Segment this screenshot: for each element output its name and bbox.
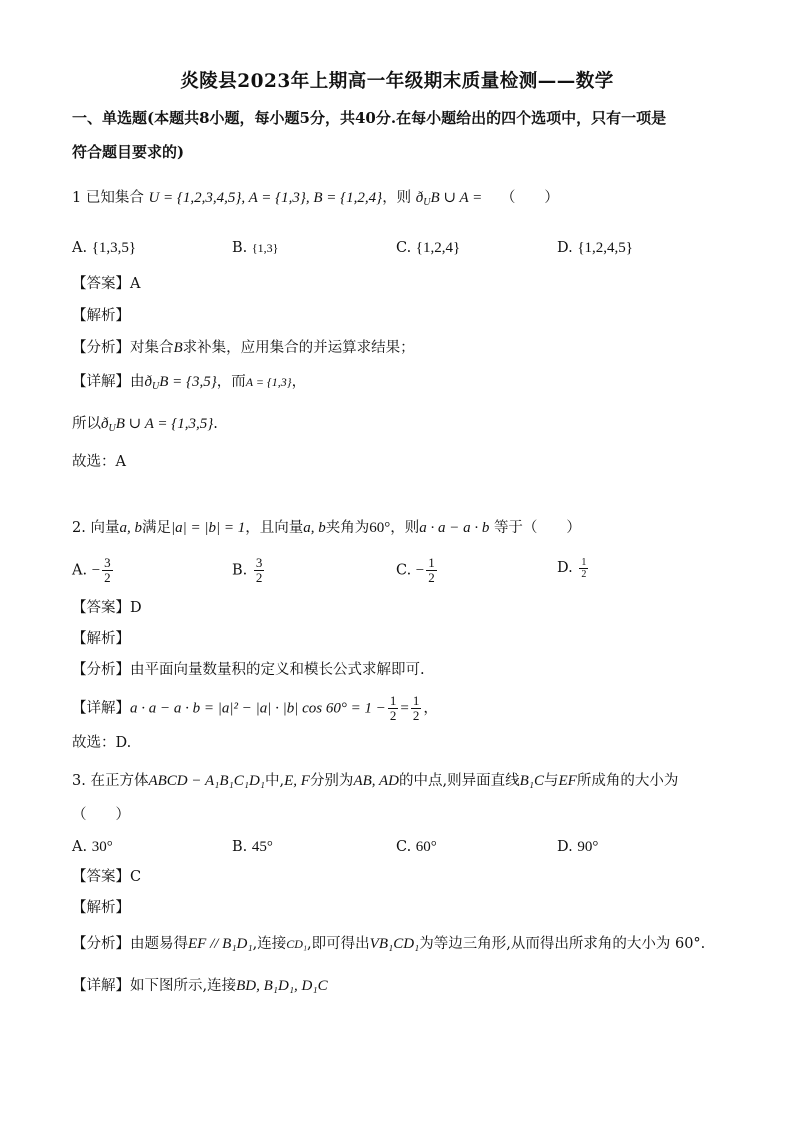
q1-choice: 故选：A [72,454,126,470]
q1-union: B ∪ A = [430,190,483,206]
q1-paren: （ ） [500,190,559,206]
q1-option-d: D. {1,2,4,5} [557,240,633,256]
page-title: 炎陵县2023年上期高一年级期末质量检测——数学 [180,71,614,92]
q3-answer: 【答案】C [72,869,142,885]
q1-so: 所以$ð_UB$ ∪ A = {1,3,5}. [72,416,218,434]
q3-fenxi: 【分析】由题易得EF // B₁D₁,连接CD₁,即可得出VB₁CD₁为等边三角形,从而得出所求角的大小为 60°. [72,936,706,952]
q2-analysis-tag: 【解析】 [72,631,130,647]
q1-detail: 【详解】由$ð_UB = \{3,5\}$，而A = {1,3}， [72,374,307,392]
q1-complement-symbol: ð [415,190,424,206]
q1-stem-mid: ，则 [382,190,412,206]
section-heading: 一、单选题(本题共8小题，每小题5分，共40分.在每小题给出的四个选项中，只有一项是 [72,109,667,127]
q1-option-b: B. {1,3} [232,240,279,256]
q3-paren: （ ） [72,807,130,823]
q1-option-c: C. {1,2,4} [396,240,461,256]
q1-number: 1 [72,190,82,206]
q3-detail: 【详解】如下图所示,连接BD, B₁D₁, D₁C [72,978,328,994]
q2-fenxi: 【分析】由平面向量数量积的定义和模长公式求解即可. [72,662,425,678]
q2-answer: 【答案】D [72,600,142,616]
q1-option-a: A. {1,3,5} [72,240,137,256]
section-heading-cont: 符合题目要求的) [72,143,185,161]
q2-option-d: D. $\frac{1}{2}$ [557,556,587,580]
q3-option-c: C. 60° [396,839,437,855]
q3-option-b: B. 45° [232,839,273,855]
q3-analysis-tag: 【解析】 [72,900,130,916]
q2-option-a: A. − $\frac{3}{2}$ [72,555,111,585]
q1-answer: 【答案】A [72,276,141,292]
q2-choice: 故选：D. [72,735,132,751]
q2-option-b: B. $\frac{3}{2}$ [232,555,263,585]
q1-fenxi: 【分析】对集合B求补集，应用集合的并运算求结果； [72,340,415,356]
q3-option-d: D. 90° [557,839,599,855]
q1-stem [72,188,734,213]
q1-sets: U = {1,2,3,4,5}, A = {1,3}, B = {1,2,4} [148,190,383,206]
q2-stem: 2. 向量a, b满足|a| = |b| = 1，且向量a, b夹角为60°，则a · a − a · b 等于（ ） [72,520,581,536]
q2-detail: 【详解】a · a − a · b = |a|² − |a| · |b| cos 60° = 1 − $\frac{1}{2}$ = $\frac{1}{2}$ ， [72,693,438,723]
q3-stem: 3. 在正方体ABCD − A₁B₁C₁D₁中,E, F分别为AB, AD的中点,则异面直线B₁C与EF所成角的大小为 [72,773,679,789]
q3-option-a: A. 30° [72,839,113,855]
q2-option-c: C. − $\frac{1}{2}$ [396,555,435,585]
q1-stem-prefix: 已知集合 [85,190,144,206]
q1-complement-sub: U [423,197,431,208]
q1-analysis-tag: 【解析】 [72,308,130,324]
